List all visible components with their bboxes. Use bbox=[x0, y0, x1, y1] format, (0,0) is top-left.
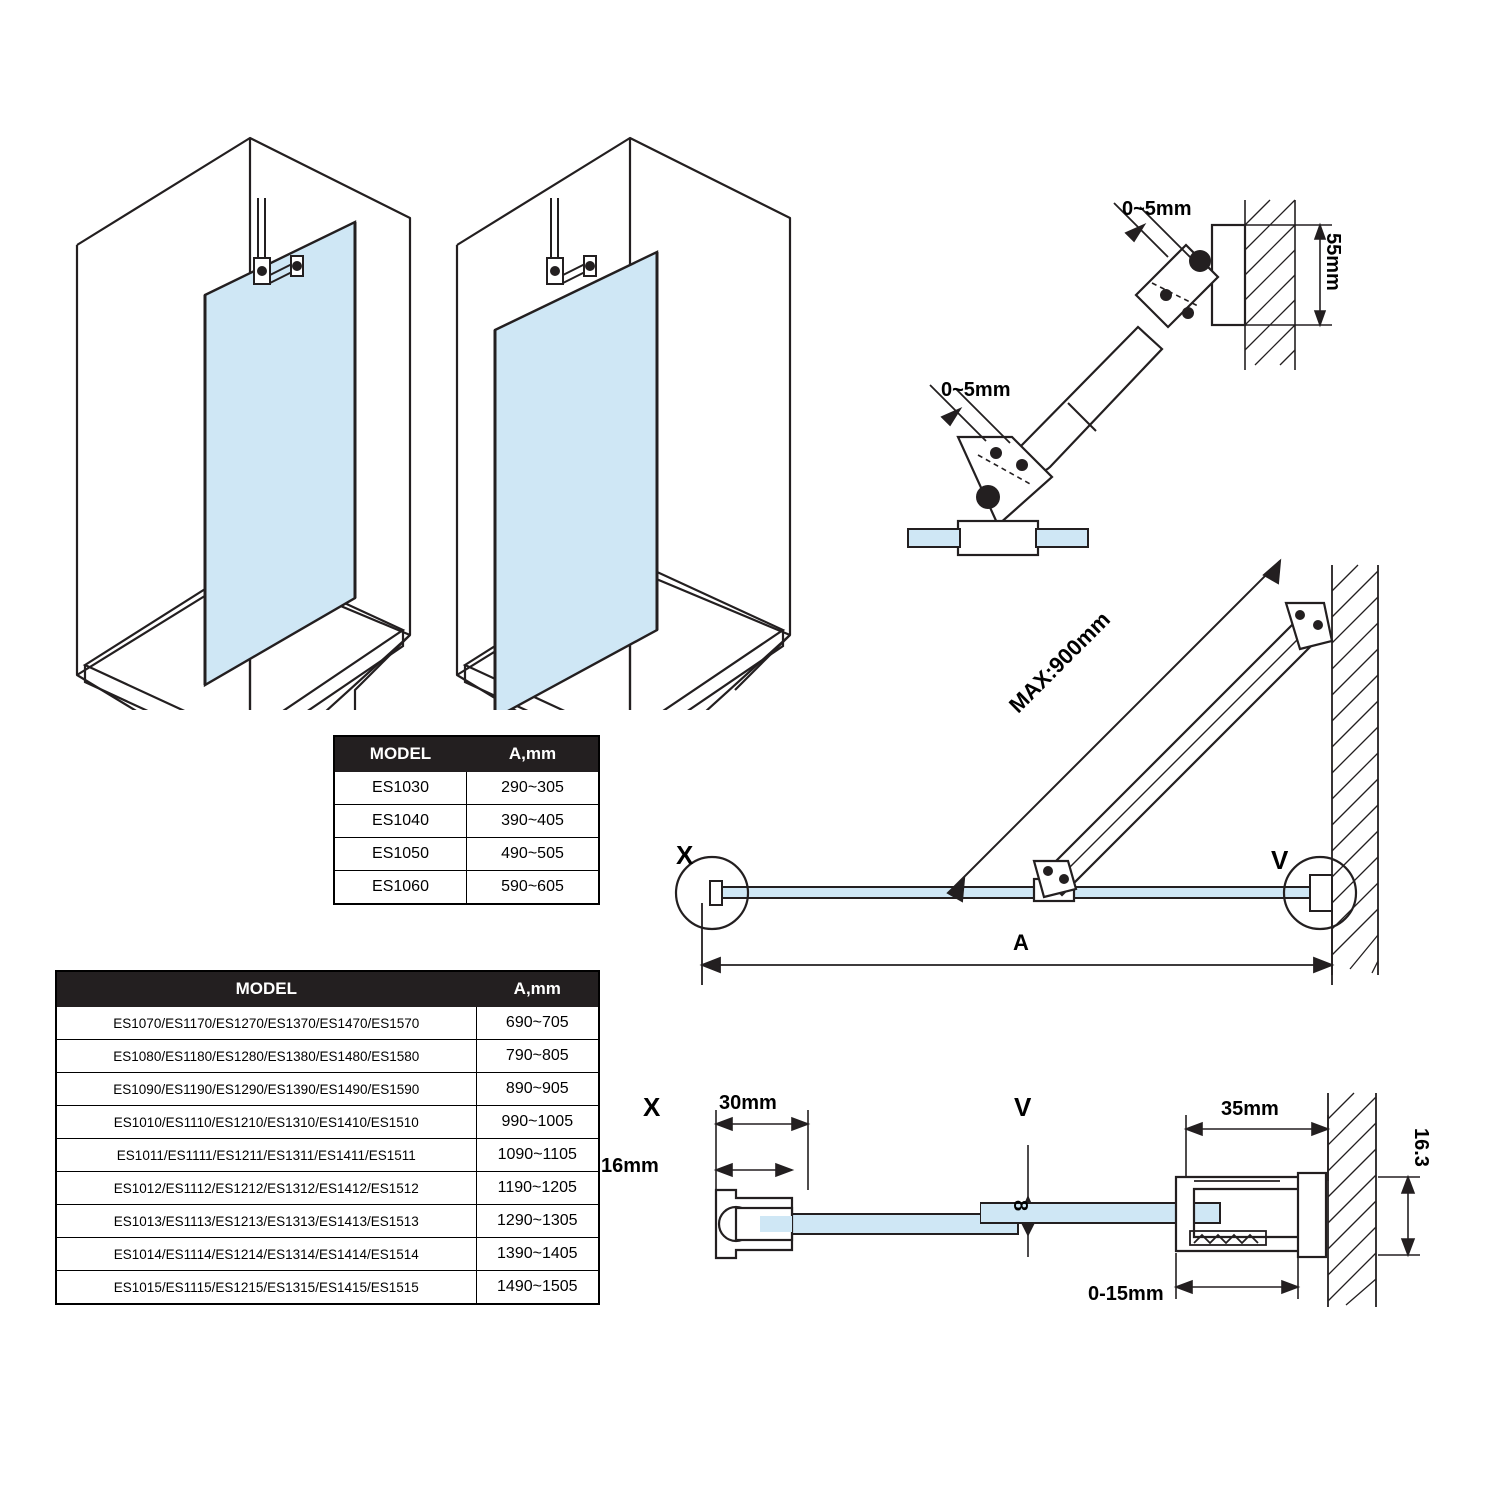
table-header-model: MODEL bbox=[334, 736, 467, 772]
table-row bbox=[56, 1007, 599, 1040]
table-row bbox=[56, 1271, 599, 1305]
cell-a: 890~905 bbox=[476, 1073, 599, 1106]
cell-model: ES1060 bbox=[334, 871, 467, 905]
label-detail-x: X bbox=[643, 1092, 661, 1122]
label-profile-depth: 30mm bbox=[719, 1092, 777, 1114]
cell-a: 790~805 bbox=[476, 1040, 599, 1073]
cell-a: 390~405 bbox=[467, 805, 600, 838]
table-header-row bbox=[56, 971, 599, 1007]
model-table-small bbox=[333, 735, 600, 905]
cell-model: ES1011/ES1111/ES1211/ES1311/ES1411/ES1511 bbox=[56, 1139, 476, 1172]
cell-model: ES1070/ES1170/ES1270/ES1370/ES1470/ES1570 bbox=[56, 1007, 476, 1040]
table-row bbox=[56, 1139, 599, 1172]
table-row bbox=[56, 1205, 599, 1238]
cell-a: 1190~1205 bbox=[476, 1172, 599, 1205]
table-row bbox=[334, 838, 599, 871]
detail-x-drawing bbox=[660, 1090, 1030, 1310]
label-detail-v: V bbox=[1014, 1092, 1032, 1122]
cell-model: ES1010/ES1110/ES1210/ES1310/ES1410/ES1510 bbox=[56, 1106, 476, 1139]
cell-a: 490~505 bbox=[467, 838, 600, 871]
cell-model: ES1050 bbox=[334, 838, 467, 871]
cell-model: ES1030 bbox=[334, 772, 467, 805]
label-bracket-gap-top: 0~5mm bbox=[1122, 198, 1192, 220]
cell-a: 290~305 bbox=[467, 772, 600, 805]
label-glass-thickness: 8 bbox=[1009, 1200, 1031, 1212]
table-header-a: A,mm bbox=[467, 736, 600, 772]
cell-a: 1490~1505 bbox=[476, 1271, 599, 1305]
cell-model: ES1014/ES1114/ES1214/ES1314/ES1414/ES1514 bbox=[56, 1238, 476, 1271]
enclosure-drawing-left bbox=[55, 90, 425, 710]
label-detail-v-plan: V bbox=[1271, 845, 1289, 875]
label-bar-max-length: MAX:900mm bbox=[1004, 606, 1116, 718]
label-wall-profile-width: 35mm bbox=[1221, 1098, 1279, 1120]
detail-v-drawing bbox=[980, 1085, 1440, 1315]
label-wall-profile-height: 16.3 bbox=[1410, 1128, 1432, 1167]
table-row bbox=[56, 1172, 599, 1205]
cell-model: ES1080/ES1180/ES1280/ES1380/ES1480/ES1580 bbox=[56, 1040, 476, 1073]
table-row bbox=[56, 1073, 599, 1106]
table-row bbox=[334, 805, 599, 838]
table-row bbox=[334, 772, 599, 805]
label-panel-width-a: A bbox=[1013, 930, 1029, 955]
label-adjust-range: 0-15mm bbox=[1088, 1283, 1164, 1305]
cell-a: 590~605 bbox=[467, 871, 600, 905]
cell-model: ES1013/ES1113/ES1213/ES1313/ES1413/ES1513 bbox=[56, 1205, 476, 1238]
cell-model: ES1040 bbox=[334, 805, 467, 838]
table-row bbox=[334, 871, 599, 905]
table-header-model: MODEL bbox=[56, 971, 476, 1007]
label-wall-plate-height: 55mm bbox=[1322, 233, 1344, 291]
model-table-large bbox=[55, 970, 600, 1305]
cell-a: 1390~1405 bbox=[476, 1238, 599, 1271]
cell-a: 1090~1105 bbox=[476, 1139, 599, 1172]
table-row bbox=[56, 1040, 599, 1073]
cell-model: ES1090/ES1190/ES1290/ES1390/ES1490/ES1590 bbox=[56, 1073, 476, 1106]
cell-model: ES1015/ES1115/ES1215/ES1315/ES1415/ES1515 bbox=[56, 1271, 476, 1305]
cell-a: 690~705 bbox=[476, 1007, 599, 1040]
cell-a: 1290~1305 bbox=[476, 1205, 599, 1238]
cell-a: 990~1005 bbox=[476, 1106, 599, 1139]
table-row bbox=[56, 1238, 599, 1271]
table-header-a: A,mm bbox=[476, 971, 599, 1007]
table-header-row bbox=[334, 736, 599, 772]
table-row bbox=[56, 1106, 599, 1139]
label-detail-x-plan: X bbox=[676, 840, 694, 870]
cell-model: ES1012/ES1112/ES1212/ES1312/ES1412/ES1512 bbox=[56, 1172, 476, 1205]
label-profile-height: 16mm bbox=[601, 1155, 659, 1177]
label-bracket-gap-bottom: 0~5mm bbox=[941, 379, 1011, 401]
